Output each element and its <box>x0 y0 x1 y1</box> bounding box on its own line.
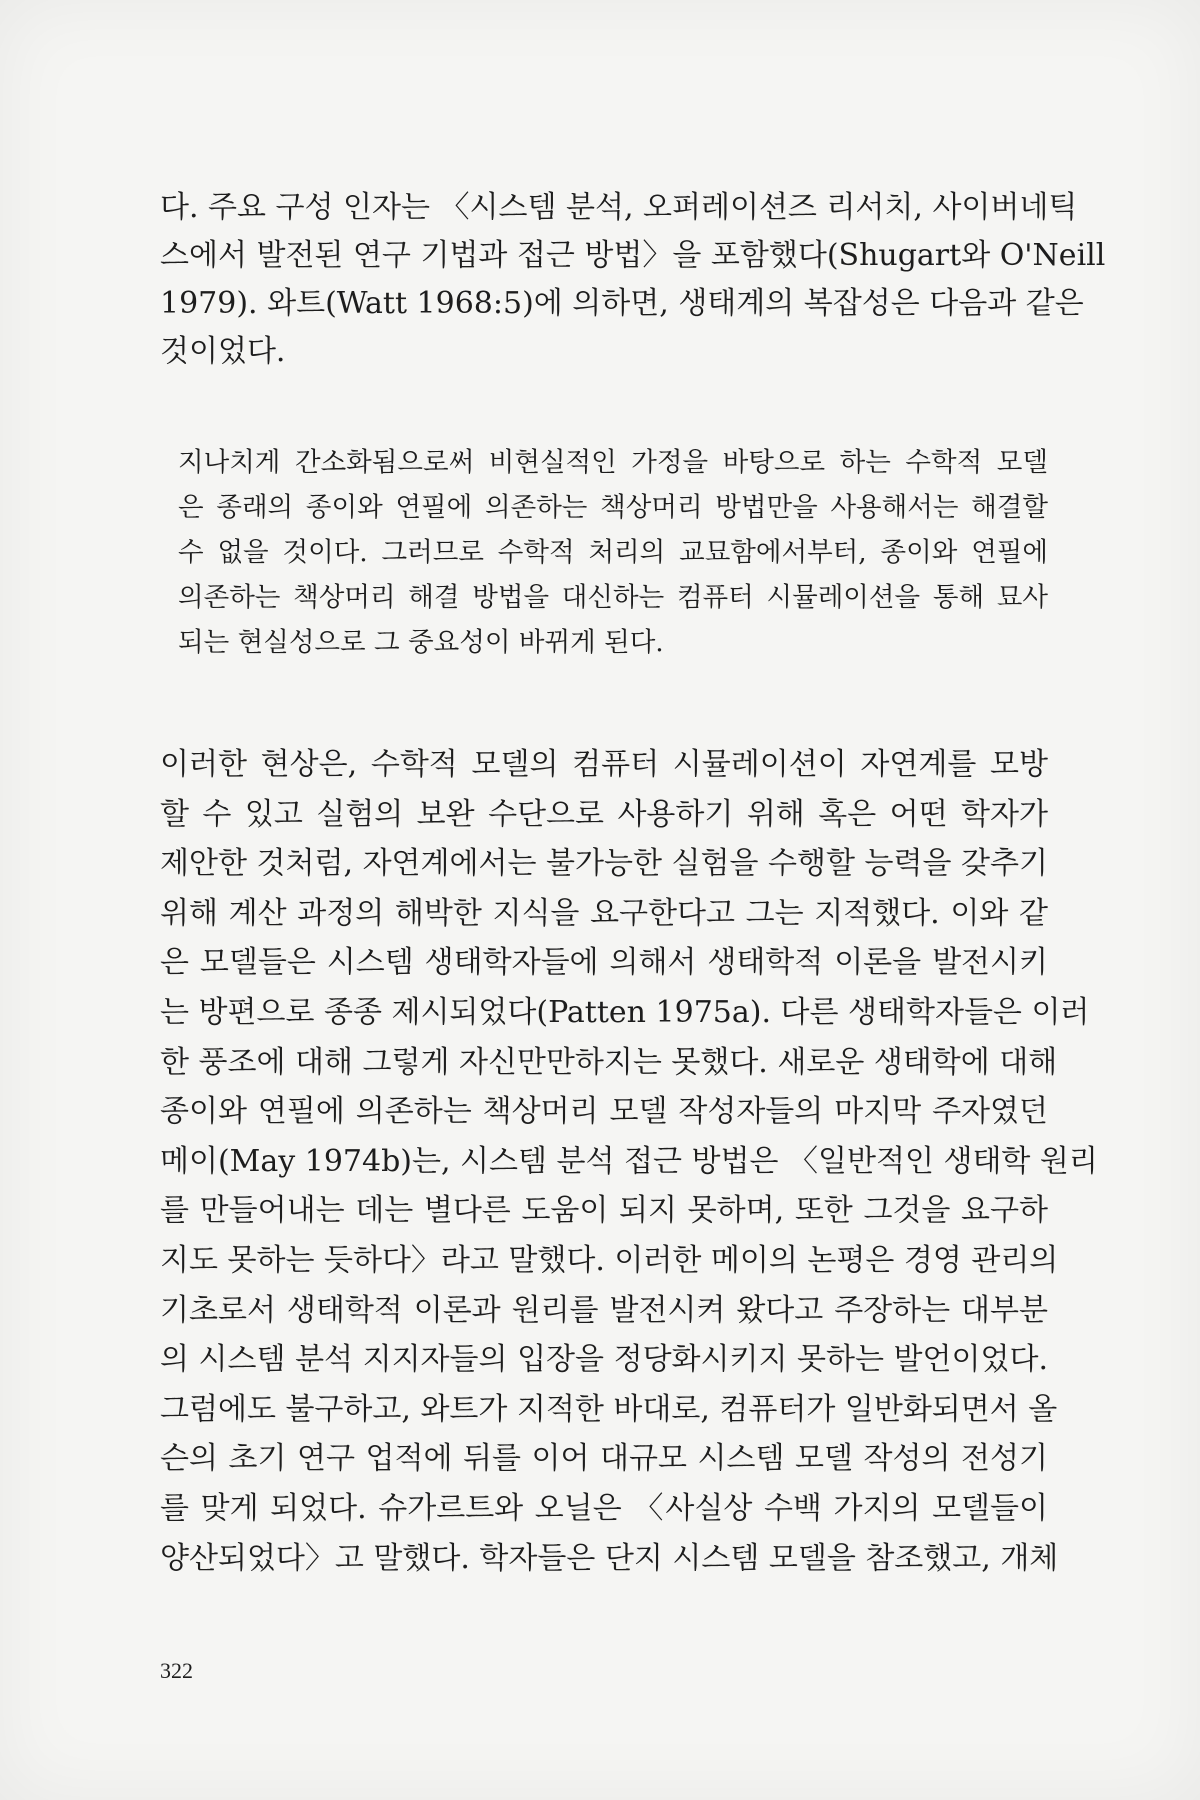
text-line: 한 풍조에 대해 그렇게 자신만만하지는 못했다. 새로운 생태학에 대해 <box>160 1044 1058 1080</box>
text-line: 를 맞게 되었다. 슈가르트와 오닐은 〈사실상 수백 가지의 모델들이 <box>160 1490 1048 1526</box>
text-line: 의존하는 책상머리 해결 방법을 대신하는 컴퓨터 시뮬레이션을 통해 묘사 <box>178 582 1048 613</box>
text-line: 스에서 발전된 연구 기법과 접근 방법〉을 포함했다(Shugart와 O'Neill <box>160 238 1106 273</box>
text-line: 것이었다. <box>160 334 286 369</box>
text-line: 은 종래의 종이와 연필에 의존하는 책상머리 방법만을 사용해서는 해결할 <box>178 492 1048 523</box>
text-line: 수 없을 것이다. 그러므로 수학적 처리의 교묘함에서부터, 종이와 연필에 <box>178 537 1048 568</box>
text-line: 제안한 것처럼, 자연계에서는 불가능한 실험을 수행할 능력을 갖추기 <box>160 846 1048 882</box>
block-quote <box>178 440 1048 665</box>
text-line: 의 시스템 분석 지지자들의 입장을 정당화시키지 못하는 발언이었다. <box>160 1342 1048 1378</box>
body-paragraph-1 <box>160 184 1106 376</box>
text-line: 는 방편으로 종종 제시되었다(Patten 1975a). 다른 생태학자들은 이러 <box>160 994 1090 1030</box>
text-line: 할 수 있고 실험의 보완 수단으로 사용하기 위해 혹은 어떤 학자가 <box>160 796 1048 832</box>
text-line: 기초로서 생태학적 이론과 원리를 발전시켜 왔다고 주장하는 대부분 <box>160 1292 1048 1328</box>
text-line: 지도 못하는 듯하다〉라고 말했다. 이러한 메이의 논평은 경영 관리의 <box>160 1242 1059 1278</box>
page-number: 322 <box>160 1658 193 1683</box>
text-line: 를 만들어내는 데는 별다른 도움이 되지 못하며, 또한 그것을 요구하 <box>160 1193 1048 1229</box>
body-paragraph-2 <box>160 740 1098 1583</box>
text-line: 슨의 초기 연구 업적에 뒤를 이어 대규모 시스템 모델 작성의 전성기 <box>160 1441 1048 1477</box>
text-line: 양산되었다〉고 말했다. 학자들은 단지 시스템 모델을 참조했고, 개체 <box>160 1540 1059 1576</box>
text-line: 이러한 현상은, 수학적 모델의 컴퓨터 시뮬레이션이 자연계를 모방 <box>160 747 1048 782</box>
text-line: 메이(May 1974b)는, 시스템 분석 접근 방법은 〈일반적인 생태학 원리 <box>160 1143 1098 1179</box>
text-line: 종이와 연필에 의존하는 책상머리 모델 작성자들의 마지막 주자였던 <box>160 1094 1048 1130</box>
text-line: 위해 계산 과정의 해박한 지식을 요구한다고 그는 지적했다. 이와 같 <box>160 895 1048 931</box>
text-line: 지나치게 간소화됨으로써 비현실적인 가정을 바탕으로 하는 수학적 모델 <box>178 447 1048 478</box>
text-line: 1979). 와트(Watt 1968:5)에 의하면, 생태계의 복잡성은 다음과 같은 <box>160 286 1084 321</box>
text-line: 그럼에도 불구하고, 와트가 지적한 바대로, 컴퓨터가 일반화되면서 올 <box>160 1391 1058 1427</box>
text-line: 되는 현실성으로 그 중요성이 바뀌게 된다. <box>178 627 664 658</box>
text-line: 은 모델들은 시스템 생태학자들에 의해서 생태학적 이론을 발전시키 <box>160 945 1048 981</box>
text-line: 다. 주요 구성 인자는 〈시스템 분석, 오퍼레이션즈 리서치, 사이버네틱 <box>160 190 1078 225</box>
